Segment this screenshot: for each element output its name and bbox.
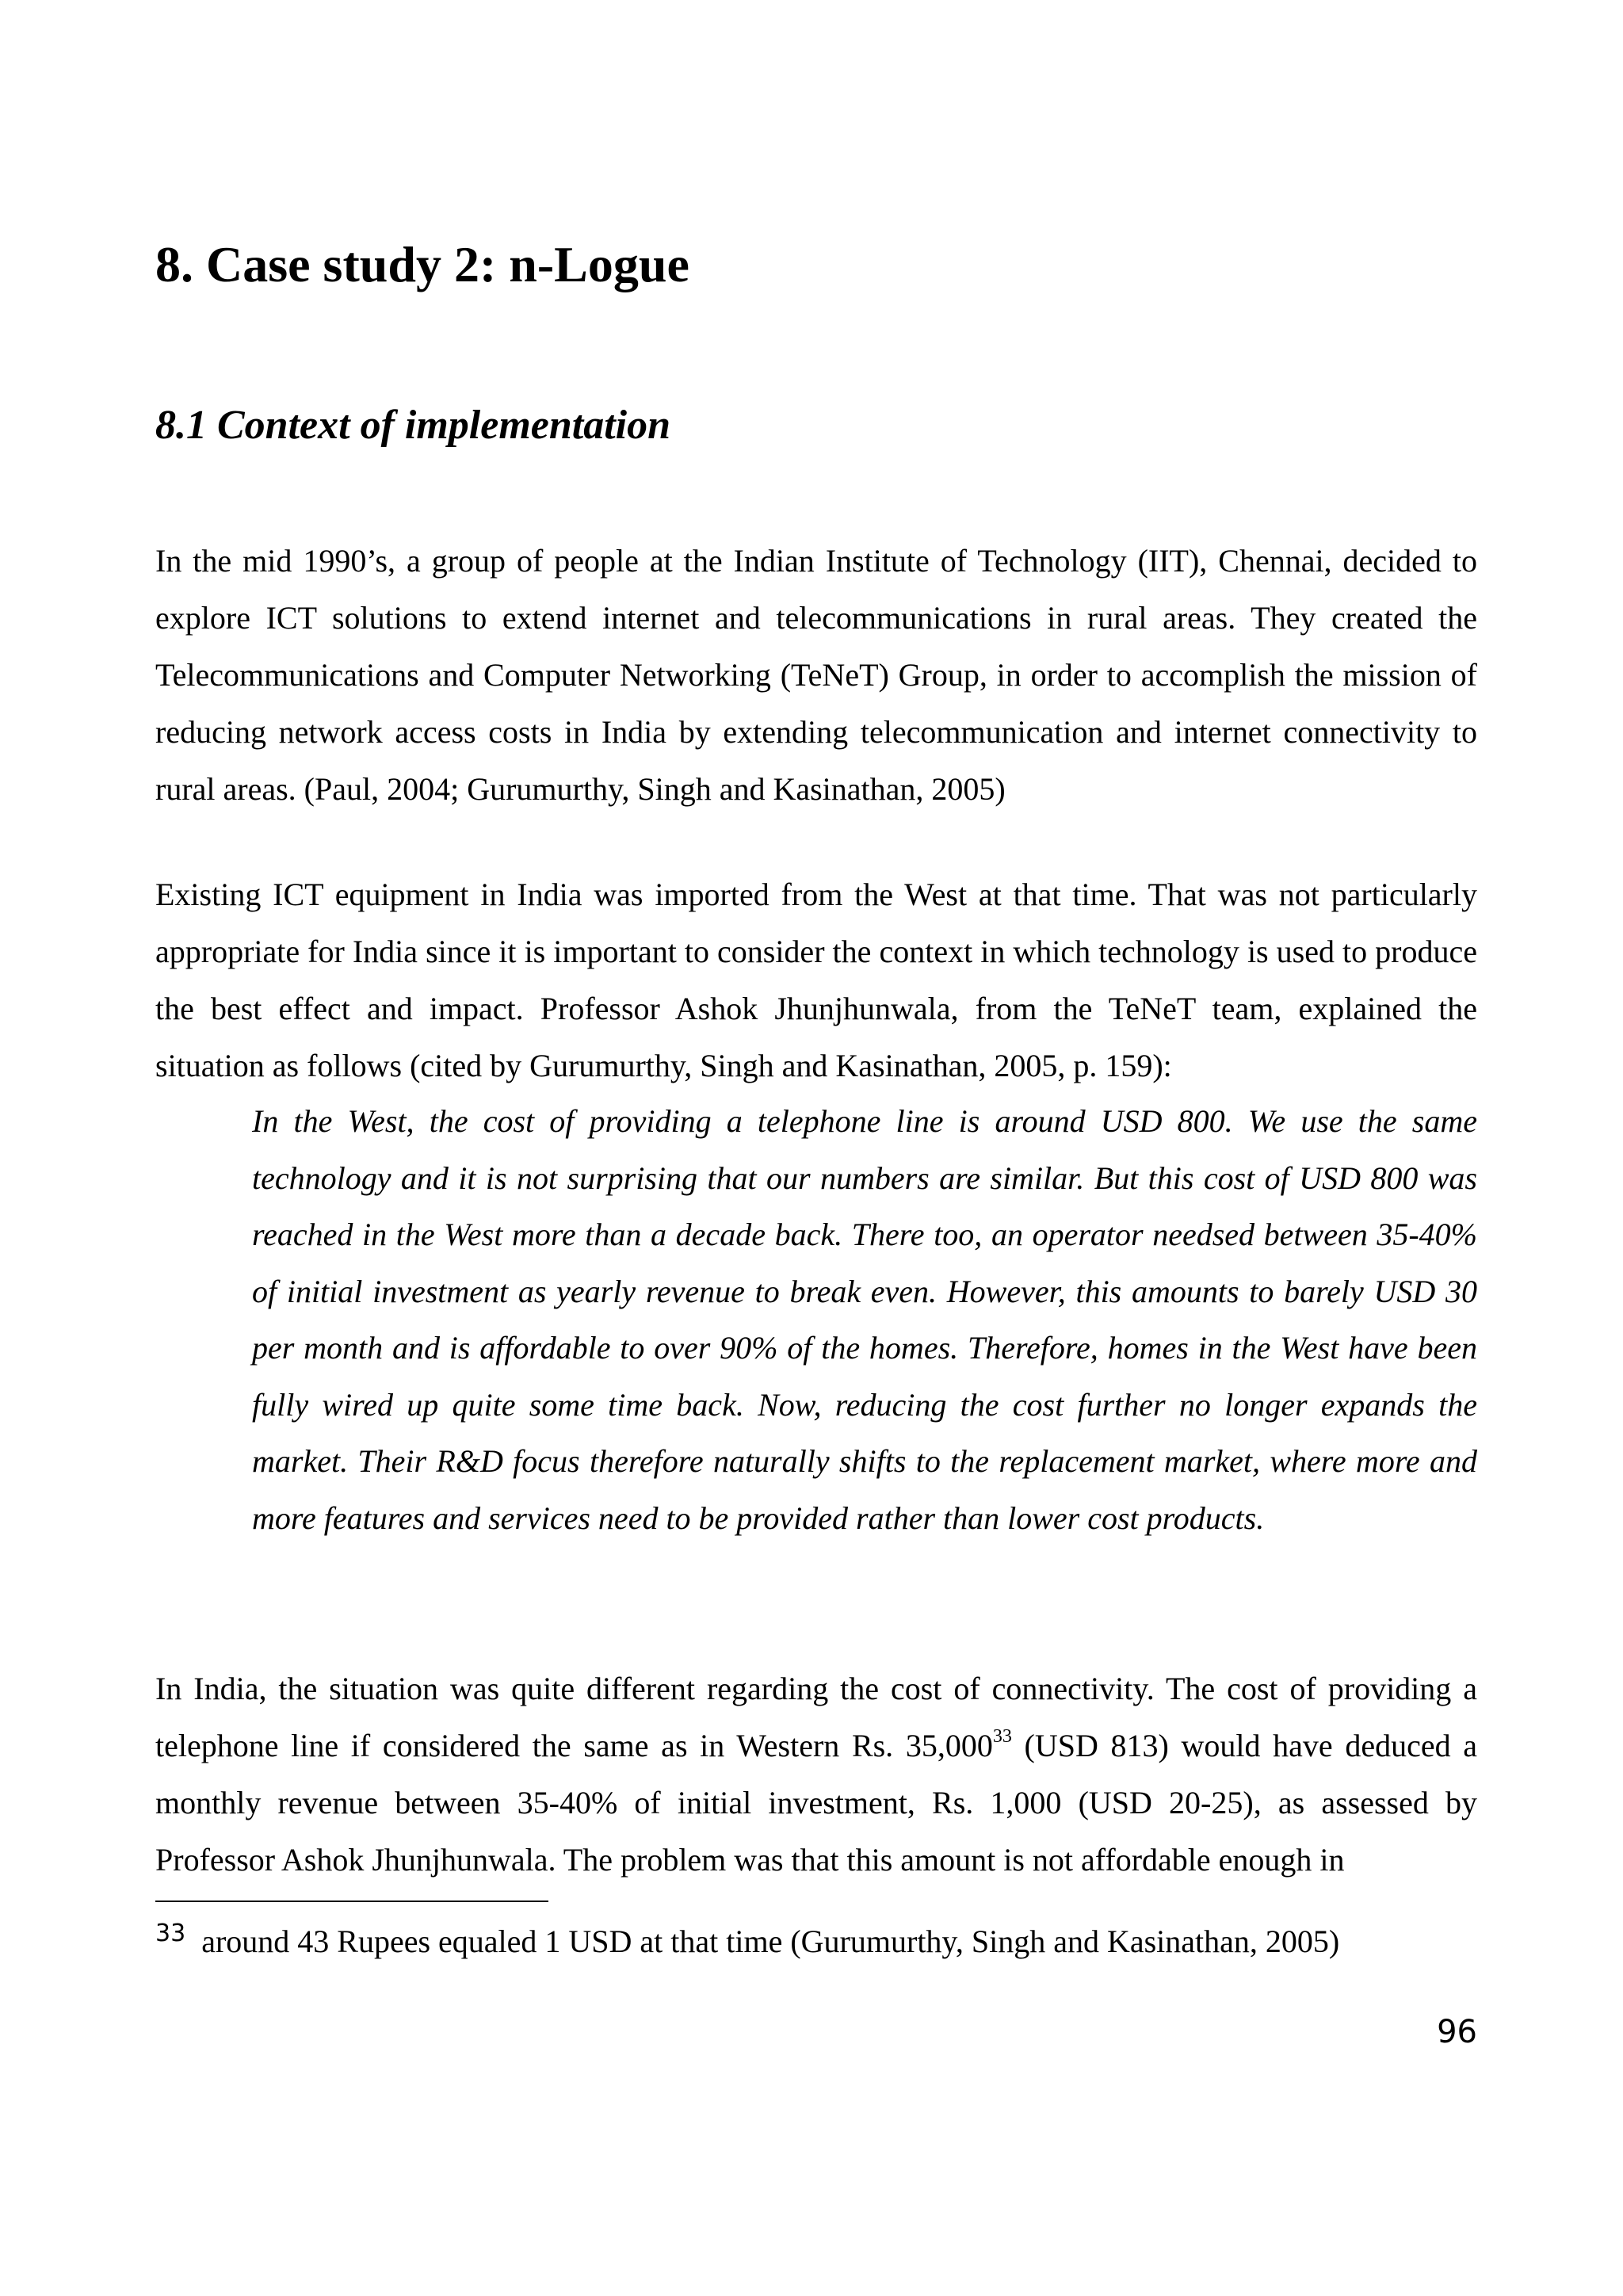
paragraph-india-situation xyxy=(155,1660,1477,1889)
paragraph-india-situation-text-start: In India, the situation was quite different regarding the cost of connectivity. The cost of providing a telephone line if considered the same as in Western Rs. 35,000 xyxy=(155,1671,1477,1763)
paragraph-india-situation-text-end: (USD 813) would have deduced a monthly revenue between 35-40% of initial investment, Rs. 1,000 (USD 20-25), as assessed by Professor Ashok Jhunjhunwala. The problem was that this amount is not affordable enough in xyxy=(155,1728,1478,1878)
paragraph-ict-equipment: Existing ICT equipment in India was imported from the West at that time. That was not particularly appropriate for India since it is important to consider the context in which technology is used to produce the best effect and impact. Professor Ashok Jhunjhunwala, from the TeNeT team, explained the situation as follows (cited by Gurumurthy, Singh and Kasinathan, 2005, p. 159): xyxy=(155,877,1477,1083)
section-title: 8.1 Context of implementation xyxy=(155,403,671,448)
footnote-reference: 33 xyxy=(992,1726,1012,1747)
footnote xyxy=(155,1918,1477,1966)
footnote-divider xyxy=(155,1901,548,1902)
footnote-text: around 43 Rupees equaled 1 USD at that time (Gurumurthy, Singh and Kasinathan, 2005) xyxy=(201,1924,1340,1959)
paragraph-iit-origin: In the mid 1990’s, a group of people at the Indian Institute of Technology (IIT), Chennai, decided to explore ICT solutions to extend internet and telecommunications in rural areas. They created the Telecommunications and Computer Networking (TeNeT) Group, in order to accomplish the mission of reducing network access costs in India by extending telecommunication and internet connectivity to rural areas. (Paul, 2004; Gurumurthy, Singh and Kasinathan, 2005) xyxy=(155,543,1477,807)
block-quote-jhunjhunwala: In the West, the cost of providing a telephone line is around USD 800. We use the same technology and it is not surprising that our numbers are similar. But this cost of USD 800 was reached in the West more than a decade back. There too, an operator needsed between 35-40% of initial investment as yearly revenue to break even. However, this amounts to barely USD 30 per month and is affordable to over 90% of the homes. Therefore, homes in the West have been fully wired up quite some time back. Now, reducing the cost further no longer expands the market. Their R&D focus therefore naturally shifts to the replacement market, where more and more features and services need to be provided rather than lower cost products. xyxy=(252,1103,1477,1536)
page-number: 96 xyxy=(1437,2014,1477,2050)
chapter-title: 8. Case study 2: n-Logue xyxy=(155,236,689,292)
footnote-number: 33 xyxy=(155,1920,186,1947)
